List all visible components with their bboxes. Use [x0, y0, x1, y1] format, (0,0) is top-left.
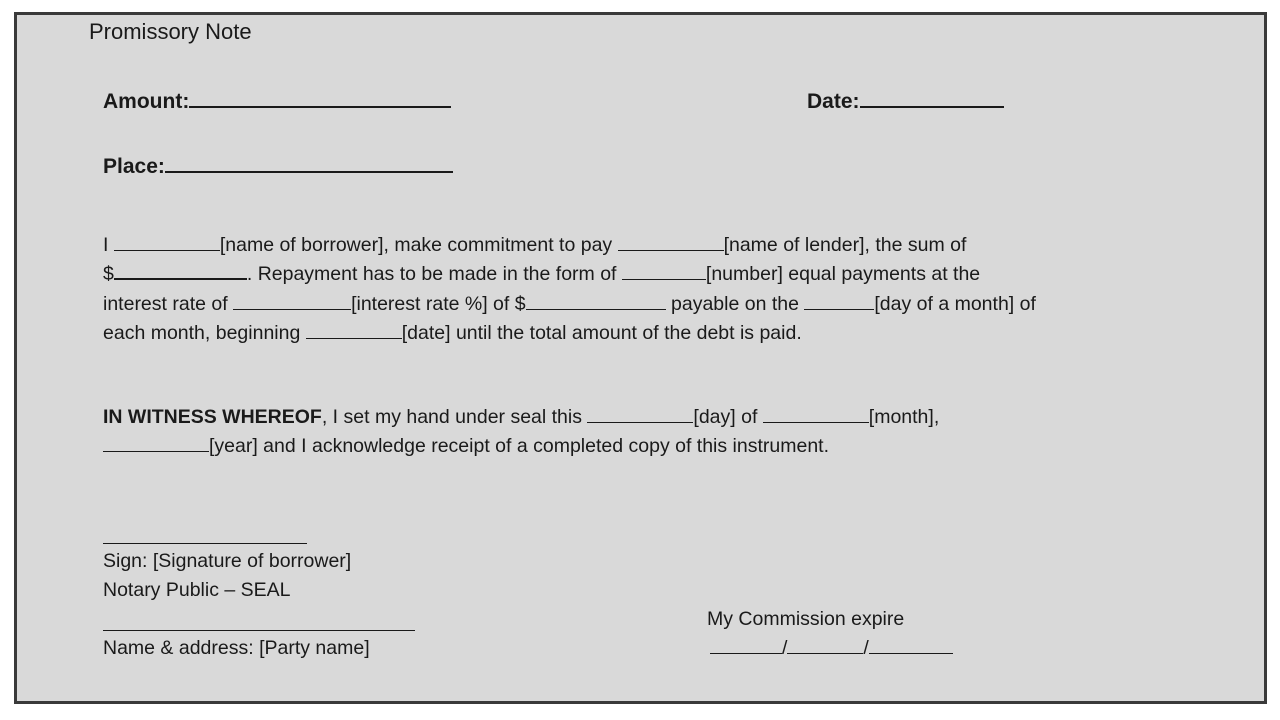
text: interest rate of — [103, 292, 234, 315]
date-separator: / — [782, 637, 788, 659]
text: [interest rate %] of $ — [351, 292, 526, 315]
sign-label: Sign: [Signature of borrower] — [103, 550, 352, 572]
name-address-line[interactable] — [103, 630, 415, 631]
text: , I set my hand under seal this — [321, 406, 588, 428]
date-field — [807, 90, 1004, 114]
notary-label: Notary Public – SEAL — [103, 579, 291, 601]
place-label: Place: — [103, 155, 165, 178]
witness-heading: IN WITNESS WHEREOF — [103, 406, 322, 428]
witness-month-blank[interactable] — [763, 421, 869, 423]
sum-blank[interactable] — [114, 277, 247, 280]
text: I — [103, 234, 114, 256]
text: $ — [103, 263, 114, 286]
text: [name of lender], the sum of — [723, 234, 967, 256]
document-title: Promissory Note — [89, 19, 252, 44]
commitment-line-3 — [103, 290, 1036, 319]
text: [number] equal payments at the — [705, 263, 981, 286]
commitment-paragraph — [103, 231, 1036, 348]
text: [year] and I acknowledge receipt of a completed copy of this instrument. — [209, 435, 830, 458]
date-input-blank[interactable] — [860, 105, 1004, 108]
text: . Repayment has to be made in the form of — [246, 263, 622, 286]
commission-month-blank[interactable] — [710, 652, 782, 654]
day-of-month-blank[interactable] — [804, 308, 874, 310]
name-address-label: Name & address: [Party name] — [103, 637, 370, 659]
amount-field — [103, 90, 451, 114]
witness-line-2 — [103, 432, 939, 461]
commitment-line-4 — [103, 319, 1036, 348]
commitment-line-1 — [103, 231, 1036, 260]
text: each month, beginning — [103, 321, 306, 344]
commission-day-blank[interactable] — [787, 652, 863, 654]
witness-year-blank[interactable] — [103, 450, 209, 452]
witness-day-blank[interactable] — [587, 421, 693, 423]
text: [day of a month] of — [874, 292, 1036, 315]
place-field — [103, 155, 453, 179]
payment-amount-blank[interactable] — [526, 308, 666, 310]
number-of-payments-blank[interactable] — [622, 278, 706, 280]
interest-rate-blank[interactable] — [233, 308, 351, 310]
commitment-line-2 — [103, 260, 1036, 289]
text: [date] until the total amount of the debt is paid. — [401, 321, 802, 344]
amount-input-blank[interactable] — [189, 105, 451, 108]
text: [day] of — [693, 406, 763, 428]
lender-name-blank[interactable] — [618, 249, 724, 251]
amount-label: Amount: — [103, 90, 190, 113]
date-separator: / — [863, 637, 869, 659]
text: payable on the — [665, 292, 805, 315]
borrower-name-blank[interactable] — [114, 249, 220, 251]
place-input-blank[interactable] — [165, 170, 453, 173]
commission-label: My Commission expire — [707, 608, 905, 630]
date-label: Date: — [807, 90, 860, 113]
witness-paragraph — [103, 403, 939, 462]
start-date-blank[interactable] — [306, 337, 402, 339]
commission-date-field — [710, 634, 953, 663]
commission-year-blank[interactable] — [869, 652, 953, 654]
witness-line-1 — [103, 403, 939, 432]
text: [month], — [868, 406, 940, 428]
text: [name of borrower], make commitment to pay — [219, 234, 618, 256]
signature-line[interactable] — [103, 543, 307, 544]
